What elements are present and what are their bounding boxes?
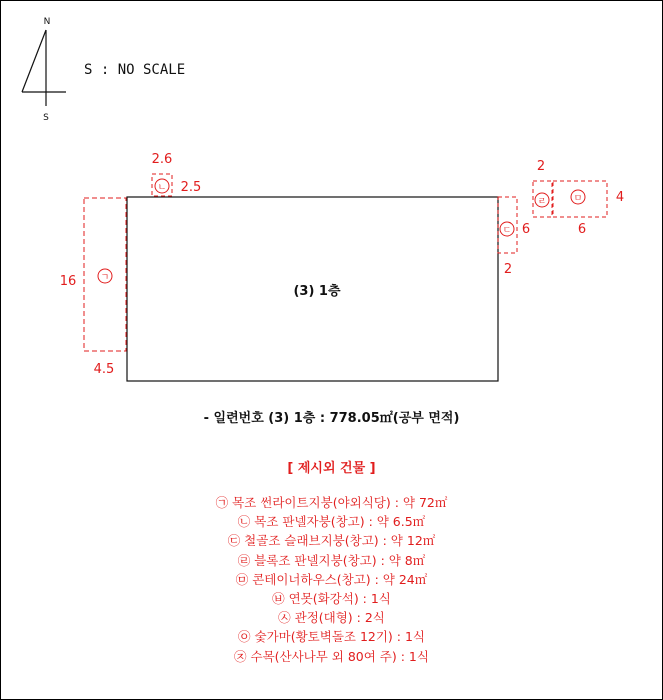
dim-a-height: 16 bbox=[59, 274, 77, 289]
dim-c-width: 2 bbox=[503, 262, 513, 277]
annex-list-item: ㉧ 숯가마(황토벽돌조 12기) : 1식 bbox=[238, 629, 425, 645]
north-letter: N bbox=[43, 17, 51, 27]
main-building-label: (3) 1층 bbox=[293, 284, 341, 299]
annex-list-item: ㉦ 관정(대형) : 2식 bbox=[278, 610, 385, 626]
annex-list-item: ㉣ 블록조 판넬지붕(창고) : 약 8㎡ bbox=[237, 552, 426, 568]
annex-list-item: ㉨ 수목(산사나무 외 80여 주) : 1식 bbox=[234, 648, 429, 664]
annex-list bbox=[0, 493, 663, 666]
dim-d-top: 2 bbox=[536, 159, 546, 174]
annex-list-item: ㉠ 목조 썬라이트지붕(야외식당) : 약 72㎡ bbox=[215, 495, 448, 510]
north-arrow bbox=[22, 17, 66, 123]
area-caption: - 일련번호 (3) 1층 : 778.05㎡(공부 면적) bbox=[203, 411, 460, 426]
annex-list-item: ㉥ 연못(화강석) : 1식 bbox=[272, 591, 391, 607]
annex-b-marker: ㄴ bbox=[157, 183, 167, 193]
dim-e-bottom: 6 bbox=[577, 222, 587, 237]
annex-e-marker: ㅁ bbox=[573, 194, 583, 204]
dim-c-height: 6 bbox=[521, 222, 531, 237]
dim-e-right: 4 bbox=[615, 190, 625, 205]
dim-b-side: 2.5 bbox=[180, 180, 202, 195]
annex-c-marker: ㄷ bbox=[502, 226, 512, 236]
annex-list-item: ㉡ 목조 판넬자붕(창고) : 약 6.5㎡ bbox=[237, 514, 426, 530]
annex-list-title: [ 제시외 건물 ] bbox=[287, 461, 376, 476]
annex-list-item: ㉤ 콘테이너하우스(창고) : 약 24㎡ bbox=[235, 571, 428, 587]
dim-b-top: 2.6 bbox=[151, 152, 173, 167]
south-letter: S bbox=[43, 113, 49, 123]
annex-list-item: ㉢ 철골조 슬래브지붕(창고) : 약 12㎡ bbox=[227, 533, 436, 549]
annex-d-marker: ㄹ bbox=[537, 197, 547, 207]
annex-a-marker: ㄱ bbox=[100, 273, 110, 283]
scale-note: S : NO SCALE bbox=[84, 62, 186, 78]
dim-a-width: 4.5 bbox=[93, 362, 115, 377]
